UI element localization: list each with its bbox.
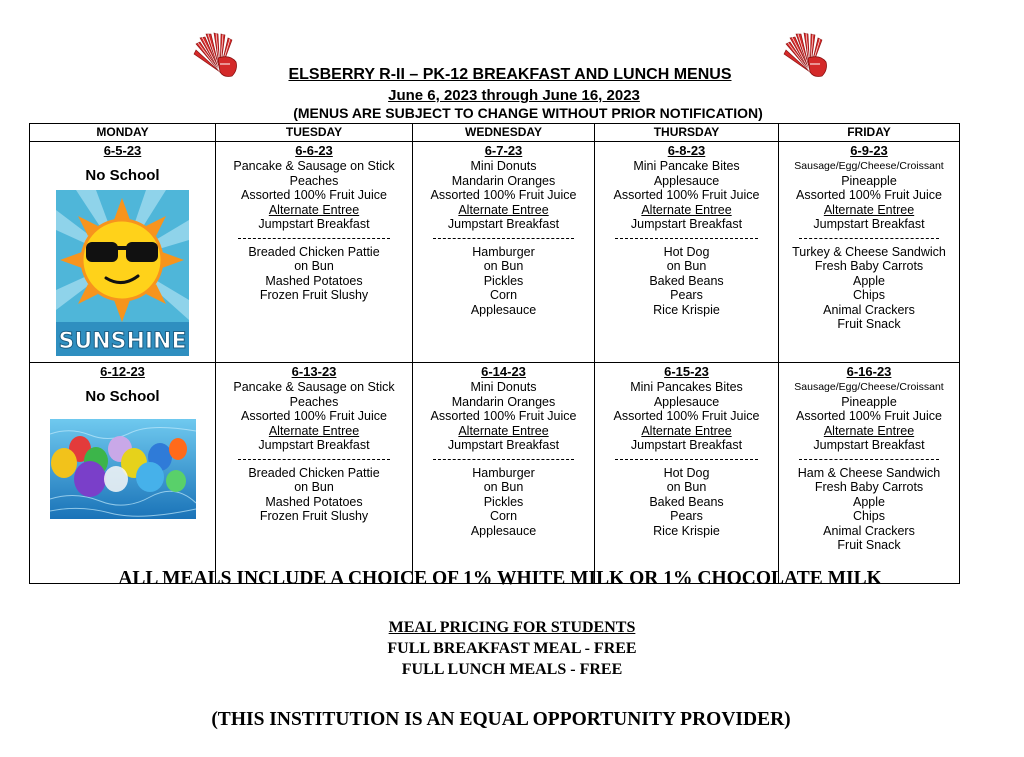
jumpstart-breakfast: Jumpstart Breakfast [447, 217, 560, 231]
lunch-item: Rice Krispie [653, 302, 720, 317]
alternate-entree: Alternate Entree [268, 202, 360, 217]
breakfast-item: Assorted 100% Fruit Juice [241, 188, 387, 202]
lunch-item: on Bun [294, 259, 334, 273]
breakfast-item: Applesauce [653, 394, 720, 409]
breakfast-item: Applesauce [653, 173, 720, 188]
breakfast-item: Assorted 100% Fruit Juice [796, 409, 942, 423]
breakfast-item: Assorted 100% Fruit Juice [613, 409, 760, 423]
lunch-item: Hamburger [472, 244, 535, 259]
column-header: FRIDAY [779, 124, 960, 142]
lunch-item: Fruit Snack [837, 317, 901, 331]
menu-date: 6-12-23 [100, 364, 145, 379]
breakfast-item: Mandarin Oranges [451, 173, 556, 188]
thursday-cell [595, 363, 779, 584]
friday-cell [779, 363, 960, 584]
change-notice: (MENUS ARE SUBJECT TO CHANGE WITHOUT PRIOR NOTIFICATION) [293, 105, 763, 121]
meal-divider [238, 238, 391, 239]
jumpstart-breakfast: Jumpstart Breakfast [630, 438, 743, 452]
lunch-item: Hot Dog [663, 244, 710, 259]
breakfast-item: Pancake & Sausage on Stick [233, 380, 395, 394]
lunch-item: Hot Dog [663, 465, 710, 480]
lunch-item: Pears [670, 509, 703, 523]
alternate-entree: Alternate Entree [268, 423, 360, 438]
alternate-entree: Alternate Entree [458, 423, 549, 438]
lunch-item: Chips [853, 288, 885, 302]
alternate-entree: Alternate Entree [641, 202, 732, 217]
breakfast-item: Mini Pancake Bites [633, 159, 740, 173]
menu-date: 6-14-23 [481, 364, 526, 379]
lunch-item: Apple [853, 494, 885, 509]
breakfast-item: Pineapple [841, 394, 897, 409]
breakfast-item: Mandarin Oranges [451, 394, 556, 409]
alternate-entree: Alternate Entree [823, 202, 915, 217]
meal-divider [799, 238, 939, 239]
alternate-entree: Alternate Entree [641, 423, 732, 438]
lunch-item: Pickles [483, 494, 524, 509]
lunch-item: Frozen Fruit Slushy [259, 288, 369, 302]
alternate-entree: Alternate Entree [823, 423, 915, 438]
lunch-item: on Bun [483, 480, 524, 494]
lunch-price: FULL LUNCH MEALS - FREE [401, 661, 623, 678]
friday-cell [779, 142, 960, 363]
tuesday-cell [216, 142, 413, 363]
no-school-label: No School [85, 388, 160, 405]
lunch-item: Chips [853, 509, 885, 523]
breakfast-price: FULL BREAKFAST MEAL - FREE [387, 640, 637, 657]
lunch-item: Fruit Snack [837, 538, 901, 552]
tuesday-cell [216, 363, 413, 584]
menu-date: 6-5-23 [103, 143, 142, 158]
menu-date: 6-6-23 [295, 143, 333, 158]
column-header: TUESDAY [216, 124, 413, 142]
lunch-item: Turkey & Cheese Sandwich [792, 244, 946, 259]
monday-cell [30, 363, 216, 584]
lunch-item: on Bun [294, 480, 334, 494]
menu-date: 6-7-23 [484, 143, 523, 158]
day-header-row [30, 124, 960, 142]
no-school-label: No School [85, 167, 160, 184]
breakfast-item: Assorted 100% Fruit Juice [430, 409, 577, 423]
lunch-item: Mashed Potatoes [265, 494, 363, 509]
breakfast-item: Peaches [289, 173, 339, 188]
week-row [30, 142, 960, 363]
jumpstart-breakfast: Jumpstart Breakfast [630, 217, 743, 231]
wednesday-cell [413, 363, 595, 584]
pool-balloons-photo [50, 419, 196, 519]
lunch-item: Pickles [483, 273, 524, 288]
meal-divider [799, 459, 939, 460]
lunch-item: Corn [489, 288, 518, 302]
lunch-item: Animal Crackers [823, 523, 915, 538]
lunch-item: on Bun [483, 259, 524, 273]
jumpstart-breakfast: Jumpstart Breakfast [813, 217, 925, 231]
breakfast-item: Sausage/Egg/Cheese/Croissant [794, 160, 944, 172]
lunch-item: on Bun [666, 259, 707, 273]
lunch-item: Baked Beans [649, 494, 724, 509]
lunch-item: Apple [853, 273, 885, 288]
breakfast-item: Assorted 100% Fruit Juice [613, 188, 760, 202]
breakfast-item: Mini Donuts [470, 380, 537, 394]
date-range: June 6, 2023 through June 16, 2023 [388, 87, 640, 104]
alternate-entree: Alternate Entree [458, 202, 549, 217]
svg-text:SUNSHINE: SUNSHINE [58, 328, 187, 354]
lunch-item: Breaded Chicken Pattie [248, 465, 380, 480]
breakfast-item: Assorted 100% Fruit Juice [796, 188, 942, 202]
menu-date: 6-8-23 [667, 143, 706, 158]
jumpstart-breakfast: Jumpstart Breakfast [447, 438, 560, 452]
meal-divider [433, 459, 574, 460]
breakfast-item: Assorted 100% Fruit Juice [430, 188, 577, 202]
monday-cell [30, 142, 216, 363]
breakfast-item: Pineapple [841, 173, 897, 188]
week-row [30, 363, 960, 584]
equal-opportunity-statement: (THIS INSTITUTION IS AN EQUAL OPPORTUNITY PROVIDER) [211, 709, 791, 730]
lunch-item: Animal Crackers [823, 302, 915, 317]
lunch-item: Hamburger [472, 465, 535, 480]
menu-date: 6-9-23 [850, 143, 888, 158]
menu-table [29, 123, 960, 584]
breakfast-item: Assorted 100% Fruit Juice [241, 409, 387, 423]
milk-notice: ALL MEALS INCLUDE A CHOICE OF 1% WHITE MILK OR 1% CHOCOLATE MILK [118, 568, 882, 589]
thursday-cell [595, 142, 779, 363]
jumpstart-breakfast: Jumpstart Breakfast [258, 217, 370, 231]
jumpstart-breakfast: Jumpstart Breakfast [258, 438, 370, 452]
pricing-title: MEAL PRICING FOR STUDENTS [388, 619, 636, 636]
breakfast-item: Mini Donuts [470, 159, 537, 173]
page-title: ELSBERRY R-II – PK-12 BREAKFAST AND LUNCH MENUS [288, 66, 732, 83]
breakfast-item: Pancake & Sausage on Stick [233, 159, 395, 173]
lunch-item: Frozen Fruit Slushy [259, 509, 369, 523]
column-header: MONDAY [30, 124, 216, 142]
sunshine-illustration [56, 190, 189, 356]
lunch-item: Baked Beans [649, 273, 724, 288]
lunch-item: Fresh Baby Carrots [814, 480, 924, 494]
lunch-item: Corn [489, 509, 518, 523]
meal-divider [238, 459, 391, 460]
meal-divider [433, 238, 574, 239]
lunch-item: Applesauce [470, 523, 537, 538]
menu-date: 6-16-23 [846, 364, 892, 379]
column-header: WEDNESDAY [413, 124, 595, 142]
breakfast-item: Peaches [289, 394, 339, 409]
lunch-item: on Bun [666, 480, 707, 494]
lunch-item: Fresh Baby Carrots [814, 259, 924, 273]
lunch-item: Breaded Chicken Pattie [248, 244, 380, 259]
lunch-item: Pears [670, 288, 703, 302]
meal-divider [615, 459, 758, 460]
lunch-item: Ham & Cheese Sandwich [797, 465, 941, 480]
meal-divider [615, 238, 758, 239]
column-header: THURSDAY [595, 124, 779, 142]
breakfast-item: Sausage/Egg/Cheese/Croissant [794, 381, 944, 393]
lunch-item: Applesauce [470, 302, 537, 317]
menu-date: 6-15-23 [664, 364, 709, 379]
wednesday-cell [413, 142, 595, 363]
breakfast-item: Mini Pancakes Bites [630, 380, 743, 394]
jumpstart-breakfast: Jumpstart Breakfast [813, 438, 925, 452]
lunch-item: Rice Krispie [653, 523, 720, 538]
menu-date: 6-13-23 [291, 364, 337, 379]
lunch-item: Mashed Potatoes [265, 273, 363, 288]
